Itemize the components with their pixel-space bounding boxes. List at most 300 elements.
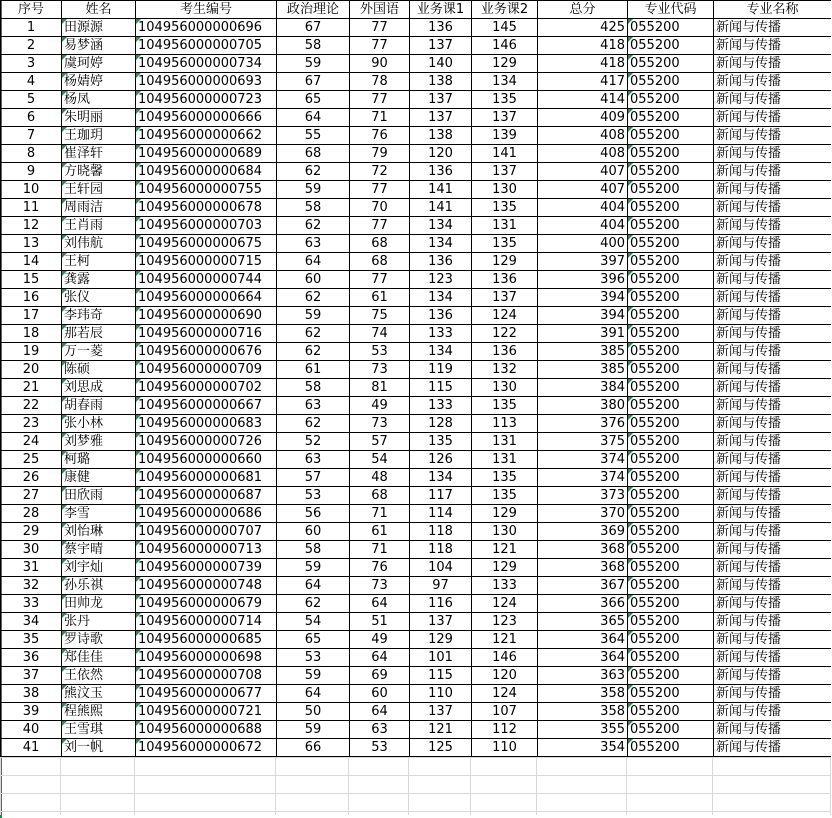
cell-politics[interactable]: 65 xyxy=(277,631,350,649)
cell-foreign-language[interactable]: 49 xyxy=(350,631,410,649)
cell-index[interactable]: 14 xyxy=(1,253,62,271)
cell-subject-1[interactable]: 135 xyxy=(410,433,472,451)
cell-total[interactable]: 354 xyxy=(538,739,628,757)
cell-subject-2[interactable]: 135 xyxy=(472,397,538,415)
cell-subject-1[interactable]: 134 xyxy=(410,217,472,235)
cell-subject-2[interactable]: 135 xyxy=(472,469,538,487)
cell-total[interactable]: 365 xyxy=(538,613,628,631)
cell-subject-2[interactable]: 130 xyxy=(472,181,538,199)
cell-major-name[interactable]: 新闻与传播 xyxy=(714,199,832,217)
cell-index[interactable]: 23 xyxy=(1,415,62,433)
header-cell-name[interactable]: 姓名 xyxy=(62,1,136,19)
cell-name[interactable]: 张丹 xyxy=(62,613,136,631)
cell-name[interactable]: 李玮奇 xyxy=(62,307,136,325)
cell-name[interactable]: 朱明丽 xyxy=(62,109,136,127)
cell-politics[interactable]: 63 xyxy=(277,397,350,415)
cell-subject-1[interactable]: 116 xyxy=(410,595,472,613)
cell-foreign-language[interactable]: 77 xyxy=(350,271,410,289)
cell-major-name[interactable]: 新闻与传播 xyxy=(714,397,832,415)
cell-politics[interactable]: 62 xyxy=(277,289,350,307)
cell-index[interactable]: 19 xyxy=(1,343,62,361)
cell-exam-id[interactable]: 104956000000734 xyxy=(136,55,277,73)
cell-subject-1[interactable]: 134 xyxy=(410,469,472,487)
cell-foreign-language[interactable]: 78 xyxy=(350,73,410,91)
cell-foreign-language[interactable]: 68 xyxy=(350,487,410,505)
cell-major-name[interactable]: 新闻与传播 xyxy=(714,109,832,127)
cell-name[interactable]: 罗诗歌 xyxy=(62,631,136,649)
cell-subject-1[interactable]: 137 xyxy=(410,703,472,721)
cell-subject-1[interactable]: 129 xyxy=(410,631,472,649)
cell-major-code[interactable]: 055200 xyxy=(628,55,714,73)
cell-politics[interactable]: 62 xyxy=(277,595,350,613)
cell-subject-2[interactable]: 141 xyxy=(472,145,538,163)
cell-total[interactable]: 414 xyxy=(538,91,628,109)
cell-name[interactable]: 杨婧婷 xyxy=(62,73,136,91)
cell-foreign-language[interactable]: 75 xyxy=(350,307,410,325)
cell-foreign-language[interactable]: 76 xyxy=(350,559,410,577)
cell-politics[interactable]: 62 xyxy=(277,217,350,235)
cell-major-code[interactable]: 055200 xyxy=(628,73,714,91)
cell-subject-1[interactable]: 137 xyxy=(410,91,472,109)
cell-major-code[interactable]: 055200 xyxy=(628,649,714,667)
cell-total[interactable]: 404 xyxy=(538,199,628,217)
cell-name[interactable]: 王雪琪 xyxy=(62,721,136,739)
cell-subject-2[interactable]: 133 xyxy=(472,577,538,595)
cell-foreign-language[interactable]: 74 xyxy=(350,325,410,343)
cell-index[interactable]: 21 xyxy=(1,379,62,397)
cell-subject-1[interactable]: 104 xyxy=(410,559,472,577)
cell-major-code[interactable]: 055200 xyxy=(628,379,714,397)
cell-exam-id[interactable]: 104956000000684 xyxy=(136,163,277,181)
cell-politics[interactable]: 58 xyxy=(277,379,350,397)
cell-subject-2[interactable]: 124 xyxy=(472,685,538,703)
cell-subject-2[interactable]: 110 xyxy=(472,739,538,757)
cell-name[interactable]: 万一菱 xyxy=(62,343,136,361)
cell-subject-2[interactable]: 129 xyxy=(472,505,538,523)
cell-exam-id[interactable]: 104956000000696 xyxy=(136,19,277,37)
cell-subject-2[interactable]: 135 xyxy=(472,487,538,505)
cell-foreign-language[interactable]: 54 xyxy=(350,451,410,469)
cell-foreign-language[interactable]: 77 xyxy=(350,37,410,55)
cell-exam-id[interactable]: 104956000000662 xyxy=(136,127,277,145)
cell-subject-2[interactable]: 120 xyxy=(472,667,538,685)
cell-foreign-language[interactable]: 79 xyxy=(350,145,410,163)
cell-total[interactable]: 408 xyxy=(538,145,628,163)
cell-foreign-language[interactable]: 53 xyxy=(350,343,410,361)
cell-exam-id[interactable]: 104956000000744 xyxy=(136,271,277,289)
cell-major-name[interactable]: 新闻与传播 xyxy=(714,559,832,577)
cell-exam-id[interactable]: 104956000000688 xyxy=(136,721,277,739)
cell-index[interactable]: 35 xyxy=(1,631,62,649)
cell-index[interactable]: 26 xyxy=(1,469,62,487)
cell-total[interactable]: 407 xyxy=(538,181,628,199)
cell-name[interactable]: 刘梦雅 xyxy=(62,433,136,451)
cell-total[interactable]: 409 xyxy=(538,109,628,127)
header-cell-subject-2[interactable]: 业务课2 xyxy=(472,1,538,19)
cell-total[interactable]: 396 xyxy=(538,271,628,289)
cell-major-name[interactable]: 新闻与传播 xyxy=(714,307,832,325)
cell-politics[interactable]: 65 xyxy=(277,91,350,109)
cell-index[interactable]: 41 xyxy=(1,739,62,757)
cell-subject-1[interactable]: 120 xyxy=(410,145,472,163)
cell-foreign-language[interactable]: 53 xyxy=(350,739,410,757)
cell-major-code[interactable]: 055200 xyxy=(628,703,714,721)
cell-total[interactable]: 364 xyxy=(538,649,628,667)
cell-subject-1[interactable]: 133 xyxy=(410,397,472,415)
cell-subject-2[interactable]: 135 xyxy=(472,91,538,109)
cell-politics[interactable]: 62 xyxy=(277,325,350,343)
cell-subject-1[interactable]: 119 xyxy=(410,361,472,379)
cell-foreign-language[interactable]: 77 xyxy=(350,19,410,37)
cell-subject-1[interactable]: 136 xyxy=(410,307,472,325)
cell-index[interactable]: 33 xyxy=(1,595,62,613)
cell-index[interactable]: 18 xyxy=(1,325,62,343)
cell-foreign-language[interactable]: 81 xyxy=(350,379,410,397)
cell-politics[interactable]: 60 xyxy=(277,523,350,541)
cell-major-name[interactable]: 新闻与传播 xyxy=(714,631,832,649)
header-cell-subject-1[interactable]: 业务课1 xyxy=(410,1,472,19)
cell-politics[interactable]: 63 xyxy=(277,235,350,253)
cell-major-code[interactable]: 055200 xyxy=(628,541,714,559)
cell-index[interactable]: 8 xyxy=(1,145,62,163)
cell-major-name[interactable]: 新闻与传播 xyxy=(714,613,832,631)
cell-major-name[interactable]: 新闻与传播 xyxy=(714,433,832,451)
cell-total[interactable]: 363 xyxy=(538,667,628,685)
cell-major-name[interactable]: 新闻与传播 xyxy=(714,595,832,613)
cell-subject-2[interactable]: 121 xyxy=(472,541,538,559)
cell-politics[interactable]: 64 xyxy=(277,253,350,271)
cell-politics[interactable]: 64 xyxy=(277,577,350,595)
cell-major-name[interactable]: 新闻与传播 xyxy=(714,505,832,523)
cell-major-code[interactable]: 055200 xyxy=(628,109,714,127)
cell-subject-2[interactable]: 130 xyxy=(472,379,538,397)
cell-exam-id[interactable]: 104956000000667 xyxy=(136,397,277,415)
cell-subject-2[interactable]: 137 xyxy=(472,163,538,181)
cell-politics[interactable]: 59 xyxy=(277,667,350,685)
cell-major-name[interactable]: 新闻与传播 xyxy=(714,649,832,667)
cell-major-name[interactable]: 新闻与传播 xyxy=(714,163,832,181)
cell-index[interactable]: 28 xyxy=(1,505,62,523)
cell-foreign-language[interactable]: 64 xyxy=(350,703,410,721)
cell-index[interactable]: 29 xyxy=(1,523,62,541)
cell-major-name[interactable]: 新闻与传播 xyxy=(714,523,832,541)
cell-index[interactable]: 25 xyxy=(1,451,62,469)
cell-exam-id[interactable]: 104956000000693 xyxy=(136,73,277,91)
cell-exam-id[interactable]: 104956000000676 xyxy=(136,343,277,361)
cell-name[interactable]: 陈硕 xyxy=(62,361,136,379)
cell-politics[interactable]: 63 xyxy=(277,451,350,469)
cell-foreign-language[interactable]: 71 xyxy=(350,505,410,523)
cell-foreign-language[interactable]: 77 xyxy=(350,217,410,235)
cell-index[interactable]: 22 xyxy=(1,397,62,415)
cell-major-name[interactable]: 新闻与传播 xyxy=(714,253,832,271)
cell-name[interactable]: 孙乐祺 xyxy=(62,577,136,595)
cell-name[interactable]: 胡春雨 xyxy=(62,397,136,415)
cell-major-name[interactable]: 新闻与传播 xyxy=(714,541,832,559)
cell-subject-2[interactable]: 131 xyxy=(472,451,538,469)
cell-politics[interactable]: 68 xyxy=(277,145,350,163)
cell-foreign-language[interactable]: 71 xyxy=(350,109,410,127)
cell-major-code[interactable]: 055200 xyxy=(628,37,714,55)
cell-major-code[interactable]: 055200 xyxy=(628,397,714,415)
cell-subject-2[interactable]: 136 xyxy=(472,343,538,361)
cell-major-code[interactable]: 055200 xyxy=(628,505,714,523)
cell-major-code[interactable]: 055200 xyxy=(628,217,714,235)
cell-exam-id[interactable]: 104956000000713 xyxy=(136,541,277,559)
cell-foreign-language[interactable]: 60 xyxy=(350,685,410,703)
cell-politics[interactable]: 59 xyxy=(277,559,350,577)
cell-total[interactable]: 376 xyxy=(538,415,628,433)
cell-total[interactable]: 407 xyxy=(538,163,628,181)
cell-subject-1[interactable]: 134 xyxy=(410,289,472,307)
cell-subject-1[interactable]: 101 xyxy=(410,649,472,667)
cell-name[interactable]: 周雨洁 xyxy=(62,199,136,217)
cell-subject-1[interactable]: 114 xyxy=(410,505,472,523)
cell-total[interactable]: 384 xyxy=(538,379,628,397)
cell-total[interactable]: 358 xyxy=(538,703,628,721)
cell-politics[interactable]: 67 xyxy=(277,19,350,37)
cell-total[interactable]: 366 xyxy=(538,595,628,613)
cell-exam-id[interactable]: 104956000000755 xyxy=(136,181,277,199)
cell-foreign-language[interactable]: 63 xyxy=(350,721,410,739)
cell-subject-1[interactable]: 118 xyxy=(410,541,472,559)
cell-total[interactable]: 397 xyxy=(538,253,628,271)
cell-name[interactable]: 田帅龙 xyxy=(62,595,136,613)
cell-major-name[interactable]: 新闻与传播 xyxy=(714,703,832,721)
cell-politics[interactable]: 59 xyxy=(277,55,350,73)
cell-major-code[interactable]: 055200 xyxy=(628,595,714,613)
cell-politics[interactable]: 62 xyxy=(277,343,350,361)
cell-subject-1[interactable]: 118 xyxy=(410,523,472,541)
cell-foreign-language[interactable]: 73 xyxy=(350,577,410,595)
cell-major-code[interactable]: 055200 xyxy=(628,577,714,595)
cell-subject-1[interactable]: 117 xyxy=(410,487,472,505)
cell-major-code[interactable]: 055200 xyxy=(628,721,714,739)
cell-exam-id[interactable]: 104956000000681 xyxy=(136,469,277,487)
cell-index[interactable]: 20 xyxy=(1,361,62,379)
cell-exam-id[interactable]: 104956000000683 xyxy=(136,415,277,433)
cell-politics[interactable]: 64 xyxy=(277,109,350,127)
cell-total[interactable]: 385 xyxy=(538,361,628,379)
cell-major-code[interactable]: 055200 xyxy=(628,487,714,505)
cell-major-name[interactable]: 新闻与传播 xyxy=(714,325,832,343)
cell-exam-id[interactable]: 104956000000666 xyxy=(136,109,277,127)
cell-total[interactable]: 375 xyxy=(538,433,628,451)
cell-major-name[interactable]: 新闻与传播 xyxy=(714,55,832,73)
cell-subject-2[interactable]: 130 xyxy=(472,523,538,541)
cell-subject-2[interactable]: 145 xyxy=(472,19,538,37)
cell-exam-id[interactable]: 104956000000703 xyxy=(136,217,277,235)
cell-index[interactable]: 4 xyxy=(1,73,62,91)
cell-subject-2[interactable]: 131 xyxy=(472,433,538,451)
cell-name[interactable]: 熊汶玉 xyxy=(62,685,136,703)
cell-exam-id[interactable]: 104956000000748 xyxy=(136,577,277,595)
cell-subject-2[interactable]: 124 xyxy=(472,307,538,325)
empty-grid-area[interactable] xyxy=(0,757,831,815)
cell-total[interactable]: 417 xyxy=(538,73,628,91)
cell-subject-1[interactable]: 136 xyxy=(410,19,472,37)
cell-subject-1[interactable]: 140 xyxy=(410,55,472,73)
cell-foreign-language[interactable]: 73 xyxy=(350,415,410,433)
cell-index[interactable]: 7 xyxy=(1,127,62,145)
cell-index[interactable]: 30 xyxy=(1,541,62,559)
cell-name[interactable]: 虞珂婷 xyxy=(62,55,136,73)
cell-politics[interactable]: 56 xyxy=(277,505,350,523)
cell-name[interactable]: 康健 xyxy=(62,469,136,487)
cell-subject-2[interactable]: 112 xyxy=(472,721,538,739)
cell-total[interactable]: 369 xyxy=(538,523,628,541)
cell-subject-1[interactable]: 110 xyxy=(410,685,472,703)
cell-subject-1[interactable]: 136 xyxy=(410,163,472,181)
cell-major-name[interactable]: 新闻与传播 xyxy=(714,577,832,595)
header-cell-major-name[interactable]: 专业名称 xyxy=(714,1,832,19)
cell-major-code[interactable]: 055200 xyxy=(628,199,714,217)
cell-major-name[interactable]: 新闻与传播 xyxy=(714,181,832,199)
cell-exam-id[interactable]: 104956000000705 xyxy=(136,37,277,55)
cell-politics[interactable]: 59 xyxy=(277,181,350,199)
cell-total[interactable]: 391 xyxy=(538,325,628,343)
cell-total[interactable]: 408 xyxy=(538,127,628,145)
cell-index[interactable]: 39 xyxy=(1,703,62,721)
cell-subject-1[interactable]: 133 xyxy=(410,325,472,343)
cell-subject-1[interactable]: 128 xyxy=(410,415,472,433)
cell-index[interactable]: 27 xyxy=(1,487,62,505)
cell-exam-id[interactable]: 104956000000686 xyxy=(136,505,277,523)
cell-exam-id[interactable]: 104956000000709 xyxy=(136,361,277,379)
cell-foreign-language[interactable]: 70 xyxy=(350,199,410,217)
cell-major-code[interactable]: 055200 xyxy=(628,325,714,343)
cell-subject-1[interactable]: 137 xyxy=(410,37,472,55)
cell-name[interactable]: 刘思成 xyxy=(62,379,136,397)
cell-subject-1[interactable]: 138 xyxy=(410,127,472,145)
cell-exam-id[interactable]: 104956000000664 xyxy=(136,289,277,307)
cell-major-name[interactable]: 新闻与传播 xyxy=(714,361,832,379)
cell-exam-id[interactable]: 104956000000715 xyxy=(136,253,277,271)
cell-major-name[interactable]: 新闻与传播 xyxy=(714,721,832,739)
cell-major-code[interactable]: 055200 xyxy=(628,19,714,37)
cell-exam-id[interactable]: 104956000000723 xyxy=(136,91,277,109)
cell-index[interactable]: 16 xyxy=(1,289,62,307)
cell-exam-id[interactable]: 104956000000698 xyxy=(136,649,277,667)
cell-major-code[interactable]: 055200 xyxy=(628,343,714,361)
cell-subject-2[interactable]: 132 xyxy=(472,361,538,379)
cell-subject-1[interactable]: 141 xyxy=(410,199,472,217)
cell-foreign-language[interactable]: 77 xyxy=(350,91,410,109)
cell-subject-2[interactable]: 139 xyxy=(472,127,538,145)
cell-major-name[interactable]: 新闻与传播 xyxy=(714,415,832,433)
cell-index[interactable]: 15 xyxy=(1,271,62,289)
cell-index[interactable]: 10 xyxy=(1,181,62,199)
cell-major-name[interactable]: 新闻与传播 xyxy=(714,271,832,289)
cell-index[interactable]: 31 xyxy=(1,559,62,577)
cell-subject-1[interactable]: 134 xyxy=(410,235,472,253)
cell-subject-1[interactable]: 137 xyxy=(410,109,472,127)
cell-foreign-language[interactable]: 71 xyxy=(350,541,410,559)
cell-total[interactable]: 367 xyxy=(538,577,628,595)
cell-name[interactable]: 刘宇灿 xyxy=(62,559,136,577)
cell-name[interactable]: 王依然 xyxy=(62,667,136,685)
cell-subject-1[interactable]: 134 xyxy=(410,343,472,361)
cell-major-name[interactable]: 新闻与传播 xyxy=(714,127,832,145)
cell-major-name[interactable]: 新闻与传播 xyxy=(714,235,832,253)
cell-name[interactable]: 柯璐 xyxy=(62,451,136,469)
cell-subject-2[interactable]: 131 xyxy=(472,217,538,235)
cell-exam-id[interactable]: 104956000000707 xyxy=(136,523,277,541)
cell-exam-id[interactable]: 104956000000714 xyxy=(136,613,277,631)
cell-name[interactable]: 李雪 xyxy=(62,505,136,523)
cell-exam-id[interactable]: 104956000000716 xyxy=(136,325,277,343)
cell-subject-1[interactable]: 97 xyxy=(410,577,472,595)
cell-major-code[interactable]: 055200 xyxy=(628,469,714,487)
cell-politics[interactable]: 54 xyxy=(277,613,350,631)
cell-exam-id[interactable]: 104956000000679 xyxy=(136,595,277,613)
cell-exam-id[interactable]: 104956000000687 xyxy=(136,487,277,505)
cell-total[interactable]: 358 xyxy=(538,685,628,703)
cell-major-name[interactable]: 新闻与传播 xyxy=(714,145,832,163)
cell-major-code[interactable]: 055200 xyxy=(628,91,714,109)
cell-subject-2[interactable]: 113 xyxy=(472,415,538,433)
cell-subject-2[interactable]: 137 xyxy=(472,289,538,307)
cell-politics[interactable]: 50 xyxy=(277,703,350,721)
cell-index[interactable]: 6 xyxy=(1,109,62,127)
cell-index[interactable]: 12 xyxy=(1,217,62,235)
header-cell-exam-id[interactable]: 考生编号 xyxy=(136,1,277,19)
cell-index[interactable]: 13 xyxy=(1,235,62,253)
cell-index[interactable]: 24 xyxy=(1,433,62,451)
cell-index[interactable]: 36 xyxy=(1,649,62,667)
cell-total[interactable]: 370 xyxy=(538,505,628,523)
cell-subject-1[interactable]: 115 xyxy=(410,379,472,397)
cell-major-name[interactable]: 新闻与传播 xyxy=(714,379,832,397)
cell-index[interactable]: 37 xyxy=(1,667,62,685)
cell-major-code[interactable]: 055200 xyxy=(628,631,714,649)
cell-name[interactable]: 那若辰 xyxy=(62,325,136,343)
cell-exam-id[interactable]: 104956000000672 xyxy=(136,739,277,757)
cell-subject-1[interactable]: 115 xyxy=(410,667,472,685)
cell-politics[interactable]: 57 xyxy=(277,469,350,487)
cell-subject-1[interactable]: 137 xyxy=(410,613,472,631)
cell-exam-id[interactable]: 104956000000739 xyxy=(136,559,277,577)
cell-total[interactable]: 400 xyxy=(538,235,628,253)
cell-total[interactable]: 418 xyxy=(538,37,628,55)
cell-index[interactable]: 34 xyxy=(1,613,62,631)
cell-politics[interactable]: 55 xyxy=(277,127,350,145)
cell-major-code[interactable]: 055200 xyxy=(628,685,714,703)
cell-name[interactable]: 崔泽轩 xyxy=(62,145,136,163)
cell-exam-id[interactable]: 104956000000702 xyxy=(136,379,277,397)
cell-foreign-language[interactable]: 68 xyxy=(350,253,410,271)
cell-name[interactable]: 方晓馨 xyxy=(62,163,136,181)
header-cell-total[interactable]: 总分 xyxy=(538,1,628,19)
cell-exam-id[interactable]: 104956000000689 xyxy=(136,145,277,163)
header-cell-major-code[interactable]: 专业代码 xyxy=(628,1,714,19)
cell-subject-2[interactable]: 136 xyxy=(472,271,538,289)
cell-politics[interactable]: 53 xyxy=(277,487,350,505)
cell-politics[interactable]: 53 xyxy=(277,649,350,667)
cell-index[interactable]: 3 xyxy=(1,55,62,73)
cell-exam-id[interactable]: 104956000000726 xyxy=(136,433,277,451)
header-cell-foreign-language[interactable]: 外国语 xyxy=(350,1,410,19)
cell-major-code[interactable]: 055200 xyxy=(628,415,714,433)
cell-major-code[interactable]: 055200 xyxy=(628,145,714,163)
cell-subject-1[interactable]: 125 xyxy=(410,739,472,757)
cell-foreign-language[interactable]: 72 xyxy=(350,163,410,181)
cell-major-code[interactable]: 055200 xyxy=(628,289,714,307)
cell-major-code[interactable]: 055200 xyxy=(628,451,714,469)
cell-major-code[interactable]: 055200 xyxy=(628,163,714,181)
cell-index[interactable]: 11 xyxy=(1,199,62,217)
cell-name[interactable]: 张小林 xyxy=(62,415,136,433)
